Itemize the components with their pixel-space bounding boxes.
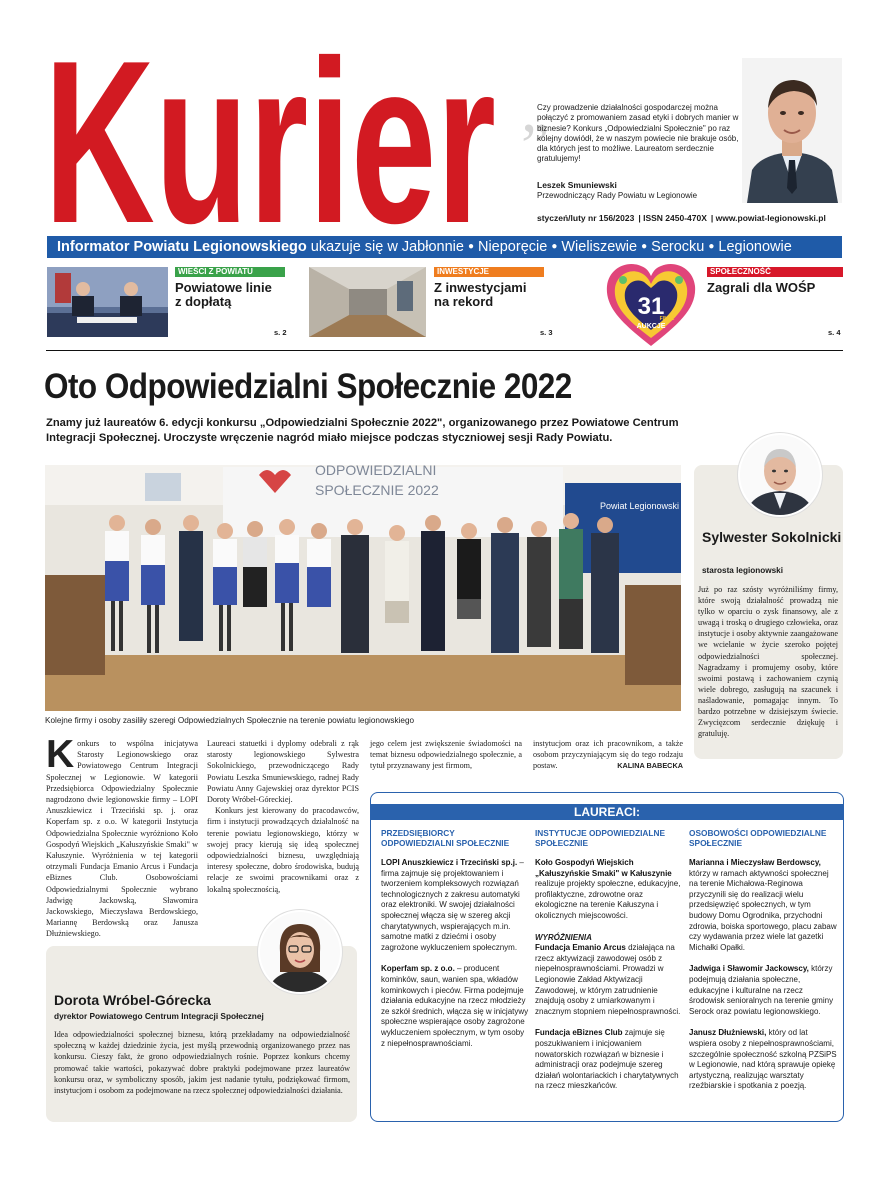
article-paragraph: Laureaci statuetki i dyplomy odebrali z rąk starosty legionowskiego Sylwestra Sokolnickiego, przewodniczącego Rady Powiatu Leszka Smuniewskiego, radnej Rady Powiatu Anny Gajewskiej oraz dyrektor PCIS Doroty Wróbel-Góreckiej. bbox=[207, 739, 359, 805]
teaser-title-line: Zagrali dla WOŚP bbox=[707, 280, 816, 295]
teaser-title[interactable] bbox=[434, 281, 526, 309]
laureat-name: Jadwiga i Sławomir Jackowscy, bbox=[689, 964, 809, 974]
wosp-heart-badge[interactable] bbox=[603, 258, 699, 350]
teaser-tag bbox=[707, 267, 843, 277]
laureat-text: działająca na rzecz aktywizacji zawodowej osób z niepełnosprawnościami. Prowadzi w Legionowie Zakład Aktywizacji Zawodowej, w którym zatrudnienie znajdują osoby z umiarkowanym i znacznym stopniem niepełnosprawności. bbox=[535, 943, 681, 1016]
issue-line: styczeń/luty nr 156/2023 | ISSN 2450-470X | www.powiat-legionowski.pl bbox=[537, 213, 826, 223]
bullet-icon: ● bbox=[467, 241, 474, 252]
laureat-name: Koperfam sp. z o.o. bbox=[381, 964, 455, 974]
starosta-quote: Już po raz szósty wyróżniliśmy firmy, które swoją działalność prowadzą nie tylko w oparciu o zysk finansowy, ale z uwagą i troską o drugiego człowieka, oraz instytucje i osoby aktywnie zaangażowane we wcielanie w życie szeroko pojętej odpowiedzialności społecznej. Nagradzamy i promujemy osoby, które swoimi postawą i zachowaniem czynią wiele dobrego, zasługują na szacunek i naśladowanie, pomagając innym. To bardzo potrzebne w dzisiejszym świecie. Zwycięzcom serdecznie dziękuję i gratuluję. bbox=[698, 585, 838, 739]
laureat-entry bbox=[689, 964, 837, 1017]
laureat-text: który od lat wspiera osoby z niepełnosprawnościami, szczególnie społeczność szkolną PZSiPS w Legionowie, nad którą sprawuje opiekę artystyczną, realizując warsztaty rzeźbiarskie i spotkania z poezją. bbox=[689, 1028, 837, 1091]
laureat-name: Fundacja eBiznes Club bbox=[535, 1028, 623, 1038]
teaser-title-line: Z inwestycjami bbox=[434, 280, 527, 295]
quote-role: Przewodniczący Rady Powiatu w Legionowie bbox=[537, 191, 698, 200]
laureat-text: którzy w ramach aktywności społecznej na terenie Michałowa-Reginowa przyczynili się do realizacji wielu przedsięwzięć społecznych, w tym budowy Domu Ogrodnika, przychodni zdrowia, boiska sportowego, placu zabaw czy wydawania przez wiele lat gazetki Michałki Opałki. bbox=[689, 868, 837, 952]
bullet-icon: ● bbox=[551, 241, 558, 252]
laureat-name: Koło Gospodyń Wiejskich „Kałuszyńskie Smaki" w Kałuszynie bbox=[535, 858, 672, 878]
bullet-icon: ● bbox=[641, 241, 648, 252]
wosp-number: 31 bbox=[637, 293, 665, 320]
laureat-name: LOPI Anuszkiewicz i Trzeciński sp.j. bbox=[381, 858, 518, 867]
issn: ISSN 2450-470X bbox=[643, 213, 707, 223]
teaser-page: s. 2 bbox=[274, 328, 287, 337]
quote-mark-icon: „ bbox=[521, 74, 550, 145]
teaser-photo-signing[interactable] bbox=[47, 267, 168, 337]
banner-town: Serocku bbox=[651, 239, 705, 255]
laureat-entry bbox=[381, 964, 529, 1049]
starosta-role: starosta legionowski bbox=[702, 566, 783, 575]
dropcap: K bbox=[46, 733, 75, 776]
teaser-page: s. 4 bbox=[828, 328, 841, 337]
photo-caption: Kolejne firmy i osoby zasiliły szeregi Odpowiedzialnych Społecznie na terenie powiatu legionowskiego bbox=[45, 716, 415, 725]
banner-title: Informator Powiatu Legionowskiego bbox=[57, 239, 307, 255]
article-author: KALINA BABECKA bbox=[617, 761, 683, 771]
laureat-entry bbox=[689, 858, 837, 953]
laureaci-heading: PRZEDSIĘBIORCY ODPOWIEDZIALNI SPOŁECZNIE bbox=[381, 828, 510, 848]
director-portrait bbox=[258, 910, 342, 994]
photo-sign: Powiat Legionowski bbox=[600, 501, 680, 511]
teaser-title-line: z dopłatą bbox=[175, 294, 232, 309]
teaser-tag bbox=[434, 267, 544, 277]
article-lead: Znamy już laureatów 6. edycji konkursu „Odpowiedzialni Społecznie 2022", organizowanego przez Powiatowe Centrum Integracji Społecznej. Uroczyste wręczenie nagród miało miejsce podczas styczniowej sesji Rady Powiatu. bbox=[46, 417, 679, 444]
starosta-portrait bbox=[738, 433, 822, 517]
laureat-name: Fundacja Emanio Arcus bbox=[535, 943, 626, 953]
laureaci-title: LAUREACI: bbox=[371, 804, 843, 820]
laureat-name: Marianna i Mieczysław Berdowscy, bbox=[689, 858, 821, 867]
issue-number: styczeń/luty nr 156/2023 bbox=[537, 213, 635, 223]
teaser-title[interactable] bbox=[175, 281, 272, 309]
article-column-3: jego celem jest zwiększenie świadomości na temat biznesu odpowiedzialnego społecznie, a tytuł przyznawany jest firmom, bbox=[370, 739, 522, 771]
teaser-photo-corridor[interactable] bbox=[309, 267, 426, 337]
teaser-title[interactable] bbox=[707, 281, 815, 295]
teaser-tag-label: INWESTYCJE bbox=[437, 267, 490, 276]
photo-banner-line: SPOŁECZNIE 2022 bbox=[315, 482, 439, 498]
laureat-entry bbox=[535, 933, 683, 1018]
article-text: instytucjom oraz ich pracownikom, a także osobom przyczyniającym się do tego rodzaju postaw. bbox=[533, 739, 683, 771]
laureat-entry bbox=[535, 858, 683, 922]
teaser-page: s. 3 bbox=[540, 328, 553, 337]
laureat-name: Janusz Dłużniewski, bbox=[689, 1028, 767, 1038]
laureat-text: – firma zajmuje się projektowaniem i tworzeniem kompleksowych rozwiązań technologicznych z zakresu automatyki oraz elektroniki. W swojej działalności społecznej włącza się w szereg akcji charytatywnych, wspierających m.in. samotne matki z dziećmi i osoby zagrożone wykluczeniem społecznym. bbox=[381, 858, 524, 952]
laureaci-heading: INSTYTUCJE ODPOWIEDZIALNE SPOŁECZNIE bbox=[535, 828, 665, 848]
article-text: onkurs to wspólna inicjatywa Starosty Legionowskiego oraz Powiatowego Centrum Integracji Społecznej w Legionowie. W kategorii Przedsiębiorca Odpowiedzialny Społecznie nagrodzono dwie legionowskie firmy – LOPI Anuszkiewicz i Trzeciński sp. j. oraz Koperfam sp. z o.o. W kategorii Instytucja Odpowiedzialna Społecznie wyróżniono Koło Gospodyń Wiejskich „Kałuszyńskie Smaki" w Kałuszynie. Wyróżnienia w tej kategorii otrzymali Fundacja Emanio Arcus i Fundacja eBiznes Club. Osobowościami Odpowiedzialnymi Społecznie wybrano Jadwigę Jackowską, Sławomira Jackowskiego, Mieczysława Berdowskiego, Mariannę Berdowską oraz Janusza Dłużniewskiego. bbox=[46, 739, 198, 939]
publication-banner bbox=[47, 236, 842, 258]
divider bbox=[46, 350, 843, 351]
director-role: dyrektor Powiatowego Centrum Integracji Społecznej bbox=[54, 1011, 264, 1021]
wosp-word: AUKCJE bbox=[636, 323, 666, 330]
quote-text: Czy prowadzenie działalności gospodarczej można połączyć z promowaniem zasad etyki i dobrych manier w biznesie? Konkurs „Odpowiedzialni Społecznie" po raz kolejny dowiódł, że w naszym powiecie nie brakuje osób, dla których jest to możliwe. Laureatom serdecznie gratulujemy! bbox=[537, 103, 739, 164]
article-column-1 bbox=[46, 733, 198, 940]
banner-town: Wieliszewie bbox=[561, 239, 638, 255]
teaser-title-line: Powiatowe linie bbox=[175, 280, 272, 295]
teaser-tag bbox=[175, 267, 285, 277]
article-column-4 bbox=[533, 738, 683, 772]
banner-town: Legionowie bbox=[718, 239, 792, 255]
laureaci-column-persons bbox=[689, 828, 837, 1103]
teaser-tag-label: WIEŚCI Z POWIATU bbox=[178, 267, 253, 276]
article-column-2 bbox=[207, 738, 359, 895]
banner-text: ukazuje się w Jabłonnie bbox=[310, 239, 464, 255]
starosta-name: Sylwester Sokolnicki bbox=[702, 529, 842, 545]
laureat-text: realizuje projekty społeczne, edukacyjne, profilaktyczne, zdrowotne oraz ekologiczne na terenie Kałuszyna i okolicznych miejscowości. bbox=[535, 879, 681, 920]
photo-banner-line: ODPOWIEDZIALNI bbox=[315, 465, 437, 478]
quote-author: Leszek Smuniewski bbox=[537, 180, 617, 190]
website-link[interactable]: www.powiat-legionowski.pl bbox=[715, 213, 826, 223]
article-paragraph: Konkurs jest kierowany do pracodawców, firm i instytucji prowadzących działalność na terenie powiatu legionowskiego, którzy w swojej pracy kierują się ideą społecznej odpowiedzialności biznesu, uwzględniają interesy społeczne, dobro środowiska, budują relacje ze swoimi pracownikami oraz z lokalną społecznością, bbox=[207, 806, 359, 894]
laureaci-heading: OSOBOWOŚCI ODPOWIEDZIALNE SPOŁECZNIE bbox=[689, 828, 827, 848]
page-title: Oto Odpowiedzialni Społecznie 2022 bbox=[44, 367, 572, 406]
director-quote: Idea odpowiedzialności społecznej biznesu, którą przekładamy na odpowiedzialność społeczną w każdej dziedzinie życia, jest myślą przewodnią organizowanego przez nas konkursu. Cieszy fakt, że grono odpowiedzialnych rośnie. Poprzez konkurs chcemy promować takie wartości, pokazywać dobre praktyki podejmowane przez laureatów konkursu oraz, w symboliczny sposób, jakim jest nadanie tytułu, podziękować firmom, instytucjom i osobom za podejmowane na rzecz społecznej odpowiedzialności działania. bbox=[54, 1030, 350, 1096]
chairman-portrait bbox=[742, 58, 842, 203]
wosp-small: FINAŁ bbox=[659, 316, 675, 322]
laureaci-column-institutions bbox=[535, 828, 683, 1103]
award-label: WYRÓŻNIENIA bbox=[535, 932, 592, 942]
laureat-text: – producent kominków, saun, wanien spa, wkładów kominkowych i pieców. Firma podejmuje działania edukacyjne na rzecz młodzieży ze szkół średnich, włącza się w inicjatywy społeczne wspierające osoby zagrożone wykluczeniem społecznym, w tym osoby z niepełnosprawnościami. bbox=[381, 964, 529, 1048]
laureat-text: którzy podejmują działania społeczne, edukacyjne i kulturalne na rzecz środowisk senioralnych na terenie gminy Serock oraz powiatu legionowskiego. bbox=[689, 964, 834, 1016]
teaser-tag-label: SPOŁECZNOŚĆ bbox=[710, 267, 771, 276]
teaser-title-line: na rekord bbox=[434, 294, 494, 309]
laureat-entry bbox=[535, 1028, 683, 1092]
laureat-text: zajmuje się poszukiwaniem i inicjowaniem nowatorskich rozwiązań w biznesie i administracji oraz podejmuje szereg działań wolontariackich i charytatywnych na rzecz mieszkańców. bbox=[535, 1028, 679, 1091]
director-name: Dorota Wróbel-Górecka bbox=[54, 992, 211, 1008]
bullet-icon: ● bbox=[708, 241, 715, 252]
laureat-entry bbox=[381, 858, 529, 953]
laureaci-column-companies bbox=[381, 828, 529, 1060]
logo-text: Kurier bbox=[44, 34, 496, 234]
laureat-entry bbox=[689, 1028, 837, 1092]
kurier-logo bbox=[44, 34, 500, 234]
award-ceremony-photo bbox=[45, 465, 681, 711]
banner-town: Nieporęcie bbox=[477, 239, 548, 255]
